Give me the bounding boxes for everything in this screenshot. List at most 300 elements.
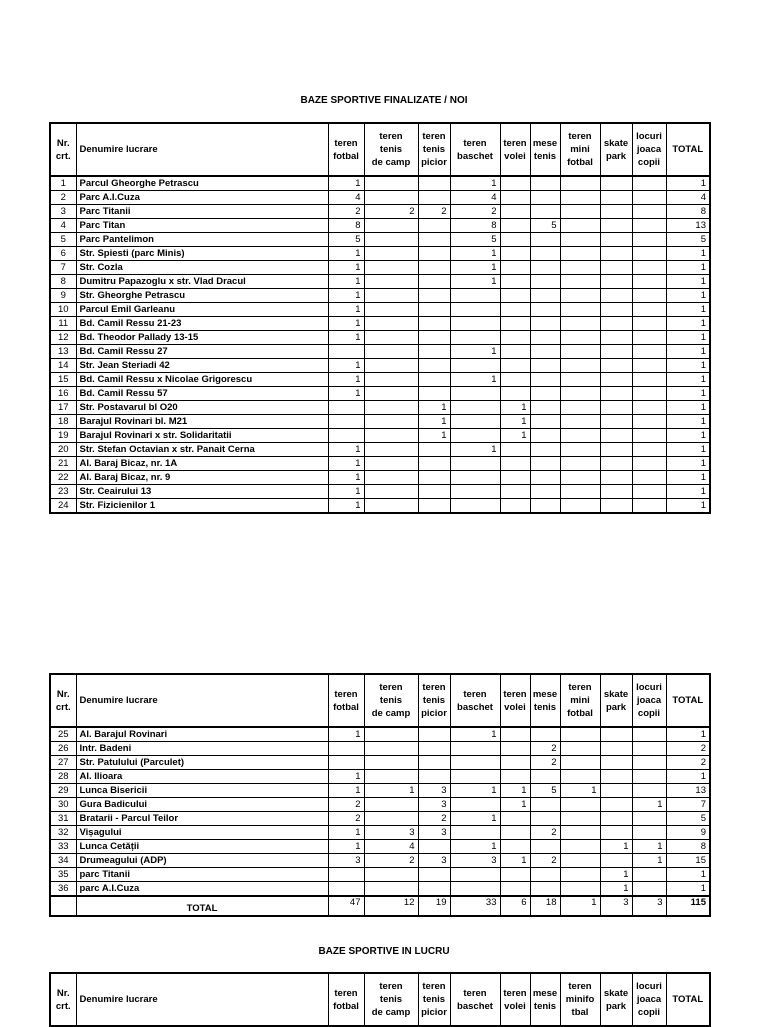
- cell-mese-tenis: 2: [530, 742, 560, 756]
- row-number: 30: [50, 798, 76, 812]
- row-name: Al. Baraj Bicaz, nr. 9: [76, 471, 328, 485]
- cell-teren-tenis-picior: 3: [418, 854, 450, 868]
- cell-locuri-joaca: [632, 233, 666, 247]
- row-name: Parcul Emil Garleanu: [76, 303, 328, 317]
- cell-teren-fotbal: 8: [328, 219, 364, 233]
- table-row: [50, 727, 710, 742]
- cell-skate-park: 1: [600, 840, 632, 854]
- cell-teren-baschet: [450, 499, 500, 514]
- table-row: [50, 247, 710, 261]
- row-number: 29: [50, 784, 76, 798]
- cell-teren-mini-fotbal: [560, 331, 600, 345]
- column-header-nr: Nr. crt.: [50, 973, 76, 1026]
- cell-locuri-joaca: [632, 331, 666, 345]
- cell-teren-volei: [500, 289, 530, 303]
- table-row: [50, 401, 710, 415]
- cell-mese-tenis: [530, 176, 560, 191]
- column-header-mese-tenis: mese tenis: [530, 973, 560, 1026]
- table-row: [50, 798, 710, 812]
- cell-locuri-joaca: [632, 742, 666, 756]
- cell-teren-mini-fotbal: [560, 882, 600, 897]
- cell-teren-fotbal: 1: [328, 784, 364, 798]
- row-number: 5: [50, 233, 76, 247]
- cell-teren-mini-fotbal: [560, 359, 600, 373]
- column-header-skate-park: skate park: [600, 123, 632, 176]
- cell-teren-volei: [500, 373, 530, 387]
- cell-total: 1: [666, 359, 710, 373]
- cell-teren-volei: [500, 499, 530, 514]
- cell-mese-tenis: 2: [530, 756, 560, 770]
- cell-total: 1: [666, 345, 710, 359]
- row-number: 33: [50, 840, 76, 854]
- table-row: [50, 457, 710, 471]
- cell-mese-tenis: [530, 443, 560, 457]
- cell-locuri-joaca: 1: [632, 840, 666, 854]
- cell-teren-volei: [500, 485, 530, 499]
- column-header-mese-tenis: mese tenis: [530, 123, 560, 176]
- table-row: [50, 317, 710, 331]
- cell-locuri-joaca: [632, 205, 666, 219]
- cell-teren-tenis-picior: [418, 457, 450, 471]
- cell-skate-park: [600, 429, 632, 443]
- heading-in-progress: BAZE SPORTIVE IN LUCRU: [318, 946, 450, 957]
- cell-teren-mini-fotbal: [560, 303, 600, 317]
- table-finalized: [49, 122, 711, 514]
- cell-total: 1: [666, 443, 710, 457]
- cell-teren-tenis-camp: [364, 317, 418, 331]
- row-number: 11: [50, 317, 76, 331]
- cell-teren-tenis-picior: [418, 176, 450, 191]
- cell-teren-tenis-camp: [364, 303, 418, 317]
- cell-teren-fotbal: 1: [328, 303, 364, 317]
- cell-teren-fotbal: 2: [328, 812, 364, 826]
- cell-locuri-joaca: [632, 373, 666, 387]
- column-header-name: Denumire lucrare: [76, 123, 328, 176]
- row-number: 3: [50, 205, 76, 219]
- cell-teren-volei: [500, 471, 530, 485]
- row-number: 14: [50, 359, 76, 373]
- cell-skate-park: [600, 727, 632, 742]
- cell-teren-volei: [500, 359, 530, 373]
- row-name: Str. Stefan Octavian x str. Panait Cerna: [76, 443, 328, 457]
- cell-skate-park: [600, 205, 632, 219]
- cell-teren-baschet: [450, 471, 500, 485]
- cell-teren-tenis-camp: [364, 401, 418, 415]
- total-teren-mini-fotbal: 1: [560, 896, 600, 916]
- cell-teren-tenis-picior: [418, 471, 450, 485]
- row-name: Bratarii - Parcul Teilor: [76, 812, 328, 826]
- table-row: [50, 471, 710, 485]
- cell-teren-mini-fotbal: [560, 401, 600, 415]
- cell-teren-tenis-camp: 3: [364, 826, 418, 840]
- cell-mese-tenis: 2: [530, 826, 560, 840]
- cell-skate-park: [600, 317, 632, 331]
- column-header-teren-tenis-picior: teren tenis picior: [418, 123, 450, 176]
- cell-teren-tenis-picior: [418, 191, 450, 205]
- cell-teren-fotbal: 1: [328, 471, 364, 485]
- cell-locuri-joaca: [632, 317, 666, 331]
- cell-teren-tenis-camp: [364, 261, 418, 275]
- cell-skate-park: [600, 770, 632, 784]
- cell-skate-park: [600, 303, 632, 317]
- table-row: [50, 415, 710, 429]
- cell-total: 1: [666, 331, 710, 345]
- row-number: 1: [50, 176, 76, 191]
- cell-teren-fotbal: 1: [328, 289, 364, 303]
- cell-total: 1: [666, 471, 710, 485]
- cell-teren-volei: [500, 756, 530, 770]
- cell-skate-park: [600, 457, 632, 471]
- cell-teren-tenis-picior: [418, 359, 450, 373]
- column-header-teren-tenis-picior: teren tenis picior: [418, 674, 450, 727]
- cell-teren-volei: [500, 770, 530, 784]
- cell-teren-fotbal: 1: [328, 840, 364, 854]
- row-name: Bd. Camil Ressu 27: [76, 345, 328, 359]
- table-row: [50, 429, 710, 443]
- cell-teren-baschet: [450, 359, 500, 373]
- row-name: Parcul Gheorghe Petrascu: [76, 176, 328, 191]
- cell-teren-tenis-picior: [418, 727, 450, 742]
- cell-locuri-joaca: [632, 770, 666, 784]
- cell-total: 8: [666, 205, 710, 219]
- table-row: [50, 485, 710, 499]
- row-number: 2: [50, 191, 76, 205]
- cell-locuri-joaca: [632, 289, 666, 303]
- cell-locuri-joaca: [632, 275, 666, 289]
- total-skate-park: 3: [600, 896, 632, 916]
- row-number: 16: [50, 387, 76, 401]
- cell-teren-mini-fotbal: [560, 219, 600, 233]
- cell-teren-baschet: [450, 415, 500, 429]
- cell-teren-mini-fotbal: [560, 471, 600, 485]
- cell-teren-volei: [500, 261, 530, 275]
- cell-teren-tenis-picior: [418, 219, 450, 233]
- row-name: Vișagului: [76, 826, 328, 840]
- cell-teren-tenis-picior: [418, 289, 450, 303]
- cell-total: 1: [666, 387, 710, 401]
- table-row: [50, 345, 710, 359]
- row-name: parc A.I.Cuza: [76, 882, 328, 897]
- cell-teren-fotbal: 1: [328, 387, 364, 401]
- cell-skate-park: [600, 784, 632, 798]
- cell-teren-volei: [500, 443, 530, 457]
- table-row: [50, 373, 710, 387]
- total-teren-volei: 6: [500, 896, 530, 916]
- cell-teren-fotbal: [328, 882, 364, 897]
- cell-teren-volei: [500, 882, 530, 897]
- row-number: 9: [50, 289, 76, 303]
- cell-teren-mini-fotbal: [560, 457, 600, 471]
- cell-teren-tenis-camp: [364, 247, 418, 261]
- cell-teren-volei: [500, 868, 530, 882]
- cell-teren-tenis-picior: 3: [418, 784, 450, 798]
- cell-teren-tenis-picior: [418, 485, 450, 499]
- cell-skate-park: [600, 233, 632, 247]
- cell-teren-fotbal: [328, 868, 364, 882]
- row-name: Bd. Camil Ressu x Nicolae Grigorescu: [76, 373, 328, 387]
- column-header-total: TOTAL: [666, 123, 710, 176]
- cell-teren-volei: [500, 727, 530, 742]
- cell-skate-park: [600, 742, 632, 756]
- cell-teren-tenis-camp: [364, 882, 418, 897]
- cell-teren-tenis-camp: [364, 219, 418, 233]
- cell-total: 2: [666, 756, 710, 770]
- cell-teren-fotbal: 1: [328, 457, 364, 471]
- cell-teren-tenis-camp: [364, 770, 418, 784]
- cell-teren-volei: [500, 233, 530, 247]
- row-name: Barajul Rovinari bl. M21: [76, 415, 328, 429]
- row-number: 10: [50, 303, 76, 317]
- row-name: Barajul Rovinari x str. Solidaritatii: [76, 429, 328, 443]
- cell-teren-mini-fotbal: [560, 812, 600, 826]
- cell-teren-tenis-picior: [418, 756, 450, 770]
- cell-teren-baschet: [450, 868, 500, 882]
- row-name: Parc Pantelimon: [76, 233, 328, 247]
- table-row: [50, 882, 710, 897]
- cell-teren-fotbal: 1: [328, 176, 364, 191]
- cell-total: 1: [666, 275, 710, 289]
- cell-total: 13: [666, 784, 710, 798]
- cell-locuri-joaca: [632, 415, 666, 429]
- cell-locuri-joaca: [632, 387, 666, 401]
- cell-teren-tenis-camp: [364, 868, 418, 882]
- cell-total: 8: [666, 840, 710, 854]
- cell-total: 1: [666, 176, 710, 191]
- cell-mese-tenis: [530, 387, 560, 401]
- cell-teren-tenis-picior: [418, 443, 450, 457]
- cell-teren-baschet: [450, 401, 500, 415]
- cell-teren-baschet: 1: [450, 345, 500, 359]
- cell-teren-mini-fotbal: [560, 499, 600, 514]
- cell-teren-baschet: [450, 826, 500, 840]
- cell-teren-tenis-picior: 1: [418, 429, 450, 443]
- cell-teren-mini-fotbal: [560, 247, 600, 261]
- row-name: Dumitru Papazoglu x str. Vlad Dracul: [76, 275, 328, 289]
- row-name: Gura Badicului: [76, 798, 328, 812]
- cell-teren-volei: 1: [500, 784, 530, 798]
- cell-teren-baschet: 1: [450, 176, 500, 191]
- cell-skate-park: [600, 854, 632, 868]
- row-name: Str. Patulului (Parculet): [76, 756, 328, 770]
- cell-locuri-joaca: 1: [632, 798, 666, 812]
- cell-mese-tenis: [530, 345, 560, 359]
- cell-mese-tenis: [530, 499, 560, 514]
- table-row: [50, 784, 710, 798]
- cell-teren-volei: [500, 275, 530, 289]
- cell-locuri-joaca: [632, 457, 666, 471]
- row-name: Str. Cozla: [76, 261, 328, 275]
- cell-teren-mini-fotbal: [560, 261, 600, 275]
- cell-teren-fotbal: 1: [328, 359, 364, 373]
- cell-teren-tenis-camp: [364, 471, 418, 485]
- cell-teren-tenis-camp: 4: [364, 840, 418, 854]
- row-name: Str. Jean Steriadi 42: [76, 359, 328, 373]
- column-header-teren-mini-fotbal: teren mini fotbal: [560, 674, 600, 727]
- cell-locuri-joaca: [632, 882, 666, 897]
- total-empty-cell: [50, 896, 76, 916]
- cell-teren-baschet: 1: [450, 275, 500, 289]
- cell-teren-fotbal: 4: [328, 191, 364, 205]
- row-name: Bd. Camil Ressu 57: [76, 387, 328, 401]
- cell-teren-volei: [500, 812, 530, 826]
- cell-mese-tenis: [530, 882, 560, 897]
- cell-teren-volei: [500, 219, 530, 233]
- table-row: [50, 233, 710, 247]
- row-name: Bd. Theodor Pallady 13-15: [76, 331, 328, 345]
- row-number: 32: [50, 826, 76, 840]
- cell-locuri-joaca: [632, 219, 666, 233]
- cell-total: 1: [666, 401, 710, 415]
- row-number: 36: [50, 882, 76, 897]
- cell-teren-tenis-picior: [418, 331, 450, 345]
- column-header-teren-mini-fotbal: teren minifo tbal: [560, 973, 600, 1026]
- cell-teren-tenis-camp: [364, 359, 418, 373]
- cell-locuri-joaca: [632, 868, 666, 882]
- cell-teren-volei: 1: [500, 798, 530, 812]
- cell-skate-park: [600, 331, 632, 345]
- cell-teren-volei: 1: [500, 854, 530, 868]
- table-row: [50, 191, 710, 205]
- cell-total: 1: [666, 868, 710, 882]
- cell-total: 13: [666, 219, 710, 233]
- cell-teren-tenis-picior: [418, 770, 450, 784]
- cell-teren-fotbal: 2: [328, 798, 364, 812]
- cell-teren-baschet: [450, 882, 500, 897]
- cell-teren-tenis-picior: [418, 373, 450, 387]
- cell-teren-tenis-camp: [364, 443, 418, 457]
- cell-teren-fotbal: 1: [328, 770, 364, 784]
- cell-teren-volei: [500, 176, 530, 191]
- table-row: [50, 289, 710, 303]
- cell-total: 1: [666, 499, 710, 514]
- cell-locuri-joaca: [632, 756, 666, 770]
- cell-total: 15: [666, 854, 710, 868]
- cell-skate-park: [600, 176, 632, 191]
- cell-teren-tenis-camp: [364, 812, 418, 826]
- cell-skate-park: 1: [600, 882, 632, 897]
- cell-teren-baschet: 1: [450, 727, 500, 742]
- column-header-teren-baschet: teren baschet: [450, 674, 500, 727]
- cell-teren-mini-fotbal: [560, 387, 600, 401]
- cell-teren-volei: [500, 345, 530, 359]
- cell-teren-volei: [500, 331, 530, 345]
- cell-teren-mini-fotbal: 1: [560, 784, 600, 798]
- cell-teren-tenis-picior: 1: [418, 415, 450, 429]
- cell-teren-volei: [500, 205, 530, 219]
- column-header-teren-tenis-camp: teren tenis de camp: [364, 123, 418, 176]
- cell-teren-mini-fotbal: [560, 275, 600, 289]
- row-number: 25: [50, 727, 76, 742]
- table-row: [50, 331, 710, 345]
- column-header-teren-mini-fotbal: teren mini fotbal: [560, 123, 600, 176]
- cell-mese-tenis: [530, 205, 560, 219]
- cell-mese-tenis: [530, 401, 560, 415]
- cell-skate-park: 1: [600, 868, 632, 882]
- cell-teren-baschet: 1: [450, 812, 500, 826]
- row-number: 35: [50, 868, 76, 882]
- cell-teren-tenis-picior: 3: [418, 826, 450, 840]
- column-header-locuri-joaca: locuri joaca copii: [632, 973, 666, 1026]
- cell-teren-volei: [500, 191, 530, 205]
- cell-teren-tenis-camp: [364, 176, 418, 191]
- cell-mese-tenis: [530, 868, 560, 882]
- cell-teren-tenis-picior: [418, 233, 450, 247]
- cell-teren-mini-fotbal: [560, 798, 600, 812]
- table-row: [50, 812, 710, 826]
- cell-teren-baschet: 3: [450, 854, 500, 868]
- cell-total: 1: [666, 485, 710, 499]
- column-header-nr: Nr. crt.: [50, 123, 76, 176]
- table-row: [50, 387, 710, 401]
- column-header-skate-park: skate park: [600, 674, 632, 727]
- cell-locuri-joaca: [632, 401, 666, 415]
- cell-mese-tenis: [530, 247, 560, 261]
- cell-teren-fotbal: 1: [328, 826, 364, 840]
- cell-teren-baschet: 1: [450, 840, 500, 854]
- cell-teren-tenis-picior: 2: [418, 205, 450, 219]
- column-header-teren-volei: teren volei: [500, 674, 530, 727]
- cell-total: 9: [666, 826, 710, 840]
- row-number: 27: [50, 756, 76, 770]
- cell-locuri-joaca: [632, 443, 666, 457]
- cell-teren-tenis-picior: [418, 840, 450, 854]
- cell-skate-park: [600, 373, 632, 387]
- total-teren-tenis-camp: 12: [364, 896, 418, 916]
- cell-total: 1: [666, 303, 710, 317]
- row-name: Intr. Badeni: [76, 742, 328, 756]
- cell-teren-mini-fotbal: [560, 205, 600, 219]
- row-number: 34: [50, 854, 76, 868]
- cell-teren-fotbal: 2: [328, 205, 364, 219]
- table-row: [50, 443, 710, 457]
- cell-teren-volei: [500, 826, 530, 840]
- row-number: 12: [50, 331, 76, 345]
- cell-teren-fotbal: 5: [328, 233, 364, 247]
- row-number: 26: [50, 742, 76, 756]
- row-number: 24: [50, 499, 76, 514]
- column-header-locuri-joaca: locuri joaca copii: [632, 123, 666, 176]
- cell-skate-park: [600, 345, 632, 359]
- row-name: Str. Spiesti (parc Minis): [76, 247, 328, 261]
- column-header-teren-fotbal: teren fotbal: [328, 674, 364, 727]
- row-number: 13: [50, 345, 76, 359]
- cell-mese-tenis: [530, 840, 560, 854]
- header-row: [50, 674, 710, 727]
- cell-teren-baschet: [450, 742, 500, 756]
- cell-mese-tenis: [530, 317, 560, 331]
- cell-skate-park: [600, 359, 632, 373]
- cell-total: 1: [666, 415, 710, 429]
- table-in-progress: [49, 972, 711, 1027]
- cell-locuri-joaca: [632, 812, 666, 826]
- cell-teren-volei: [500, 247, 530, 261]
- cell-teren-baschet: [450, 798, 500, 812]
- cell-locuri-joaca: [632, 359, 666, 373]
- cell-teren-baschet: 1: [450, 784, 500, 798]
- column-header-teren-volei: teren volei: [500, 123, 530, 176]
- row-number: 20: [50, 443, 76, 457]
- cell-teren-tenis-camp: [364, 457, 418, 471]
- cell-teren-mini-fotbal: [560, 756, 600, 770]
- cell-teren-volei: [500, 317, 530, 331]
- column-header-teren-tenis-camp: teren tenis de camp: [364, 973, 418, 1026]
- cell-teren-volei: 1: [500, 415, 530, 429]
- row-name: Al. Ilioara: [76, 770, 328, 784]
- cell-skate-park: [600, 289, 632, 303]
- cell-teren-tenis-picior: [418, 499, 450, 514]
- cell-teren-tenis-camp: [364, 233, 418, 247]
- cell-teren-tenis-camp: [364, 345, 418, 359]
